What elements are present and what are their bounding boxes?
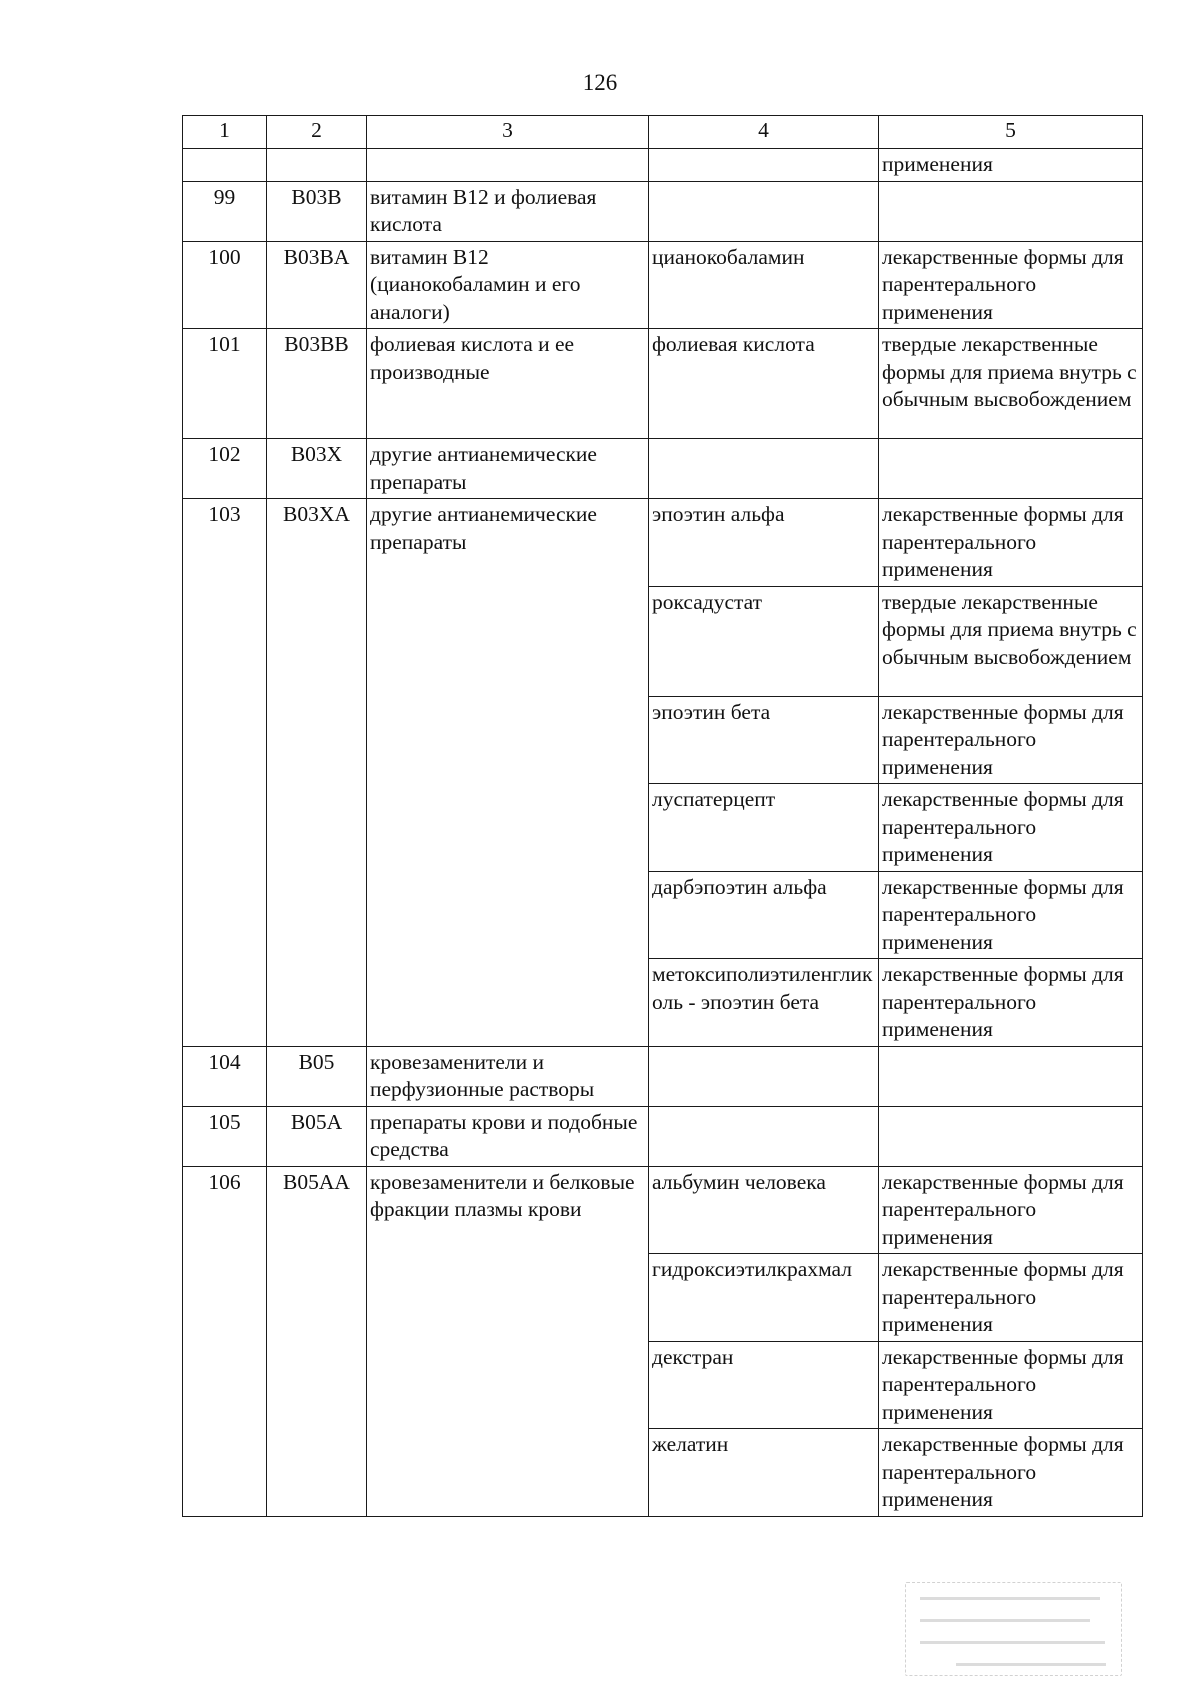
atc-code-cell: B03BB (267, 329, 367, 439)
column-header: 4 (649, 116, 879, 149)
atc-code-cell: B05 (267, 1046, 367, 1106)
drug-name-cell: желатин (649, 1429, 879, 1517)
drug-name-cell (649, 1046, 879, 1106)
atc-code-cell: B03X (267, 439, 367, 499)
group-name-cell (367, 149, 649, 182)
atc-code-cell: B03XA (267, 499, 367, 1047)
archive-stamp (905, 1582, 1122, 1676)
drug-name-cell: роксадустат (649, 586, 879, 696)
dosage-form-cell: лекарственные формы для парентерального применения (879, 1254, 1143, 1342)
row-number-cell: 100 (183, 241, 267, 329)
table-body (183, 149, 1143, 1517)
dosage-form-cell: применения (879, 149, 1143, 182)
drug-name-cell: луспатерцепт (649, 784, 879, 872)
dosage-form-cell: лекарственные формы для парентерального применения (879, 1166, 1143, 1254)
row-number-cell: 102 (183, 439, 267, 499)
drug-name-cell (649, 439, 879, 499)
drug-table (182, 115, 1143, 1517)
header-row (183, 116, 1143, 149)
group-name-cell: препараты крови и подобные средства (367, 1106, 649, 1166)
group-name-cell: витамин B12 (цианокобаламин и его аналоги) (367, 241, 649, 329)
row-number-cell: 103 (183, 499, 267, 1047)
drug-name-cell: альбумин человека (649, 1166, 879, 1254)
table-row (183, 1166, 1143, 1254)
row-number-cell (183, 149, 267, 182)
group-name-cell: другие антианемические препараты (367, 439, 649, 499)
drug-name-cell: фолиевая кислота (649, 329, 879, 439)
column-header: 1 (183, 116, 267, 149)
table-row (183, 499, 1143, 587)
group-name-cell: другие антианемические препараты (367, 499, 649, 1047)
row-number-cell: 106 (183, 1166, 267, 1516)
dosage-form-cell: лекарственные формы для парентерального применения (879, 1429, 1143, 1517)
drug-name-cell (649, 149, 879, 182)
row-number-cell: 105 (183, 1106, 267, 1166)
dosage-form-cell: лекарственные формы для парентерального применения (879, 499, 1143, 587)
group-name-cell: кровезаменители и белковые фракции плазмы крови (367, 1166, 649, 1516)
dosage-form-cell: твердые лекарственные формы для приема внутрь с обычным высвобождением (879, 329, 1143, 439)
dosage-form-cell: лекарственные формы для парентерального применения (879, 871, 1143, 959)
table-row (183, 329, 1143, 439)
dosage-form-cell: твердые лекарственные формы для приема внутрь с обычным высвобождением (879, 586, 1143, 696)
table-row (183, 241, 1143, 329)
atc-code-cell: B03B (267, 181, 367, 241)
dosage-form-cell: лекарственные формы для парентерального применения (879, 241, 1143, 329)
dosage-form-cell: лекарственные формы для парентерального применения (879, 959, 1143, 1047)
drug-name-cell: декстран (649, 1341, 879, 1429)
atc-code-cell: B05AA (267, 1166, 367, 1516)
atc-code-cell: B05A (267, 1106, 367, 1166)
column-header: 2 (267, 116, 367, 149)
column-header: 3 (367, 116, 649, 149)
column-header: 5 (879, 116, 1143, 149)
drug-name-cell: метоксиполиэтиленгликоль - эпоэтин бета (649, 959, 879, 1047)
table-row (183, 1106, 1143, 1166)
row-number-cell: 101 (183, 329, 267, 439)
drug-name-cell: дарбэпоэтин альфа (649, 871, 879, 959)
dosage-form-cell: лекарственные формы для парентерального применения (879, 696, 1143, 784)
drug-name-cell (649, 1106, 879, 1166)
atc-code-cell (267, 149, 367, 182)
dosage-form-cell: лекарственные формы для парентерального применения (879, 1341, 1143, 1429)
dosage-form-cell (879, 181, 1143, 241)
dosage-form-cell (879, 1046, 1143, 1106)
page-number: 126 (582, 70, 618, 95)
drug-name-cell (649, 181, 879, 241)
dosage-form-cell (879, 1106, 1143, 1166)
group-name-cell: витамин B12 и фолиевая кислота (367, 181, 649, 241)
row-number-cell: 99 (183, 181, 267, 241)
table-row (183, 1046, 1143, 1106)
drug-name-cell: эпоэтин бета (649, 696, 879, 784)
atc-code-cell: B03BA (267, 241, 367, 329)
drug-name-cell: эпоэтин альфа (649, 499, 879, 587)
dosage-form-cell: лекарственные формы для парентерального применения (879, 784, 1143, 872)
table-row (183, 149, 1143, 182)
drug-name-cell: гидроксиэтилкрахмал (649, 1254, 879, 1342)
group-name-cell: кровезаменители и перфузионные растворы (367, 1046, 649, 1106)
drug-name-cell: цианокобаламин (649, 241, 879, 329)
table-row (183, 181, 1143, 241)
group-name-cell: фолиевая кислота и ее производные (367, 329, 649, 439)
dosage-form-cell (879, 439, 1143, 499)
row-number-cell: 104 (183, 1046, 267, 1106)
table-row (183, 439, 1143, 499)
